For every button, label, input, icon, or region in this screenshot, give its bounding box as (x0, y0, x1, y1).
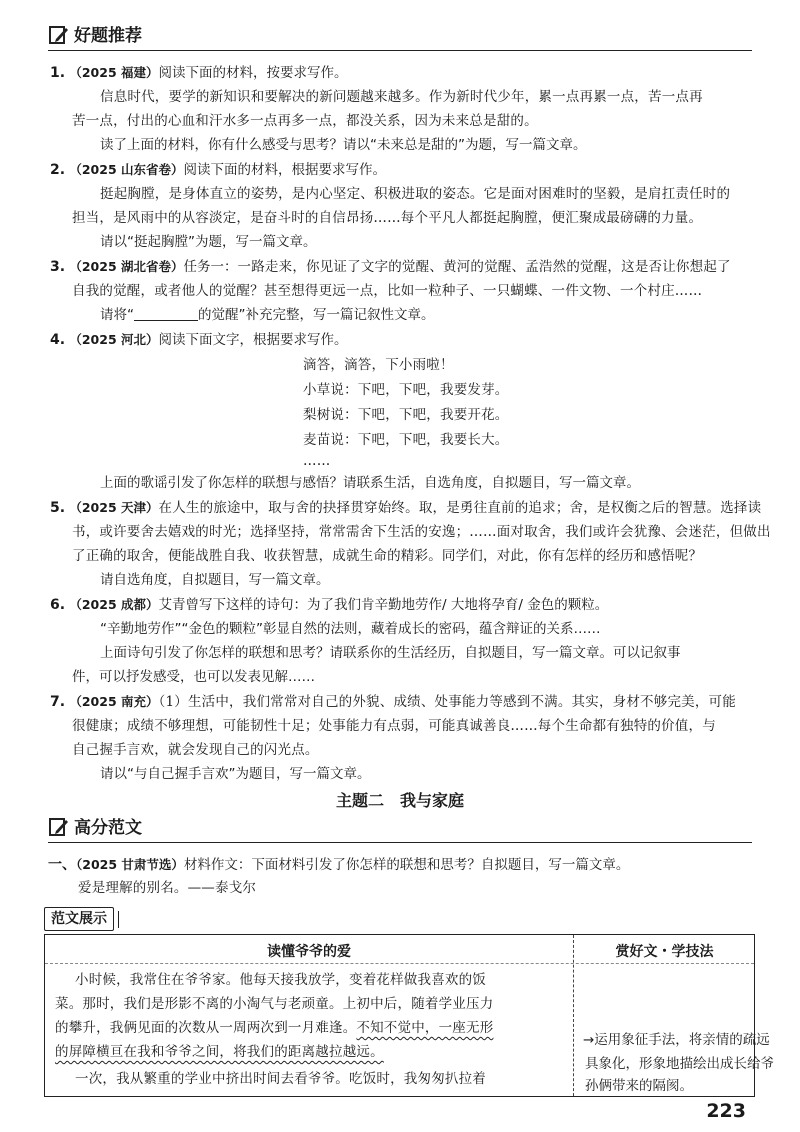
question-prompt: 阅读下面文字，根据要求写作。 (158, 332, 348, 348)
question-6-material-line: “辛勤地劳作”“金色的颗粒”彰显自然的法则，藏着成长的密码，蕴含辩证的关系…… (100, 621, 601, 637)
essay-line: 菜。那时，我们是形影不离的小淘气与老顽童。上初中后，随着学业压力 (55, 996, 494, 1012)
sidebar-note: 孙俩带来的隔阂。 (585, 1078, 693, 1094)
question-5-requirement: 请自选角度，自拟题目，写一篇文章。 (100, 572, 330, 588)
question-number: 5. (50, 500, 66, 516)
question-4-header (50, 331, 348, 349)
essay-text: 的攀升，我俩见面的次数从一周两次到一月难逢。 (55, 1020, 357, 1036)
question-2-header (50, 161, 386, 179)
question-source: （2025 河北） (69, 332, 159, 347)
question-5-header (50, 499, 761, 517)
essay-line: 一次，我从繁重的学业中挤出时间去看爷爷。吃饭时，我匆匆扒拉着 (75, 1071, 486, 1087)
essay-title: 读懂爷爷的爱 (267, 944, 351, 960)
theme-title: 主题二 我与家庭 (335, 791, 464, 810)
essay-box (44, 934, 774, 1097)
essay-line (55, 1043, 384, 1061)
requirement-suffix: 的觉醒”补充完整，写一篇记叙性文章。 (198, 307, 435, 323)
question-task-label: 任务一： (183, 259, 238, 275)
sidebar-note: →运用象征手法，将亲情的疏远 (583, 1032, 770, 1048)
essay-line (55, 1019, 493, 1037)
question-3-requirement (100, 306, 435, 324)
question-prompt: 阅读下面的材料，按要求写作。 (158, 65, 348, 81)
question-3-material-line: 自我的觉醒，或者他人的觉醒？甚至想得更远一点，比如一粒种子、一只蝴蝶、一件文物、一个村庄…… (72, 283, 703, 299)
requirement-prefix: 请将“ (100, 307, 134, 323)
question-7-material-line: 很健康；成绩不够理想，可能韧性十足；处事能力有点弱，可能真诚善良……每个生命都有独特的价值，与 (72, 718, 716, 734)
model-essay-tag: 范文展示 (44, 907, 114, 931)
essay-quote: 爱是理解的别名。——泰戈尔 (78, 880, 257, 896)
question-3-header (50, 258, 731, 276)
question-number: 2. (50, 162, 66, 178)
fill-blank (134, 306, 198, 321)
question-1-header (50, 64, 348, 82)
page-number: 223 (706, 1100, 746, 1122)
question-source: （2025 甘肃节选） (76, 857, 184, 872)
poem-line: 麦苗说：下吧，下吧，我要长大。 (303, 432, 509, 448)
question-source: （2025 南充） (69, 694, 159, 709)
question-number: 7. (50, 694, 66, 710)
question-5-material-line: 在人生的旅途中，取与舍的抉择贯穿始终。取，是勇往直前的追求；舍，是权衡之后的智慧。选择读 (158, 500, 762, 516)
question-2-requirement: 请以“挺起胸膛”为题，写一篇文章。 (100, 234, 317, 250)
question-source: （2025 山东省卷） (69, 162, 184, 177)
question-number: 3. (50, 259, 66, 275)
question-6-header (50, 596, 608, 614)
question-4-requirement: 上面的歌谣引发了你怎样的联想与感悟？请联系生活，自选角度，自拟题目，写一篇文章。 (100, 475, 640, 491)
question-2-material-line: 挺起胸膛，是身体直立的姿势，是内心坚定、积极进取的姿态。它是面对困难时的坚毅，是肩扛责任时的 (100, 186, 731, 202)
highlighted-text: 不知不觉中，一座无形 (356, 1020, 494, 1036)
question-1-material-line: 苦一点，付出的心血和汗水多一点再多一点，都没关系，因为未来总是甜的。 (72, 113, 538, 129)
question-number: 4. (50, 332, 66, 348)
question-number: 一、 (48, 857, 76, 873)
question-7-requirement: 请以“与自己握手言欢”为题目，写一篇文章。 (100, 766, 371, 782)
question-number: 1. (50, 65, 66, 81)
pencil-icon (48, 24, 70, 46)
poem-line: …… (303, 453, 331, 469)
question-1-requirement: 读了上面的材料，你有什么感受与思考？请以“未来总是甜的”为题，写一篇文章。 (100, 137, 587, 153)
question-source: （2025 福建） (69, 65, 159, 80)
question-7-material-line: （1）生活中，我们常常对自己的外貌、成绩、处事能力等感到不满。其实，身材不够完美，可能 (158, 694, 736, 710)
section-title: 高分范文 (74, 818, 142, 838)
question-7-header (50, 693, 736, 711)
highlighted-text: 的屏障横亘在我和爷爷之间，将我们的距离越拉越远。 (55, 1044, 384, 1060)
question-6-material-line: 艾青曾写下这样的诗句：为了我们肯辛勤地劳作/ 大地将孕育/ 金色的颗粒。 (158, 597, 609, 613)
question-3-material-line: 一路走来，你见证了文字的觉醒、黄河的觉醒、孟浩然的觉醒，这是否让你想起了 (237, 259, 731, 275)
question-6-requirement: 件，可以抒发感受，也可以发表见解…… (72, 669, 315, 685)
pencil-icon (48, 816, 70, 838)
header-divider (45, 963, 754, 964)
sidebar-note: 具象化，形象地描绘出成长给爷 (585, 1056, 774, 1072)
question-essay-header (48, 856, 629, 874)
question-1-material-line: 信息时代，要学的新知识和要解决的新问题越来越多。作为新时代少年，累一点再累一点，苦一点再 (100, 89, 703, 105)
section-header-model-essay (48, 812, 752, 843)
poem-line: 滴答，滴答，下小雨啦！ (303, 357, 454, 373)
sidebar-title: 赏好文・学技法 (615, 944, 714, 960)
question-source: （2025 天津） (69, 500, 159, 515)
question-5-material-line: 书，或许要舍去嬉戏的时光；选择坚持，常常需舍下生活的安逸；……面对取舍，我们或许会犹豫、会迷茫，但做出 (72, 524, 771, 540)
poem-line: 小草说：下吧，下吧，我要发芽。 (303, 382, 509, 398)
section-header-recommended (48, 20, 752, 51)
question-2-material-line: 担当，是风雨中的从容淡定，是奋斗时的自信昂扬……每个平凡人都挺起胸膛，便汇聚成最磅礴的力量。 (72, 210, 703, 226)
poem-line: 梨树说：下吧，下吧，我要开花。 (303, 407, 509, 423)
question-prompt: 材料作文：下面材料引发了你怎样的联想和思考？自拟题目，写一篇文章。 (183, 857, 630, 873)
question-7-material-line: 自己握手言欢，就会发现自己的闪光点。 (72, 742, 319, 758)
essay-line: 小时候，我常住在爷爷家。他每天接我放学，变着花样做我喜欢的饭 (75, 972, 486, 988)
question-number: 6. (50, 597, 66, 613)
question-source: （2025 成都） (69, 597, 159, 612)
question-source: （2025 湖北省卷） (69, 259, 184, 274)
question-prompt: 阅读下面的材料，根据要求写作。 (183, 162, 387, 178)
column-divider (573, 935, 574, 1096)
section-title: 好题推荐 (74, 26, 142, 46)
question-5-material-line: 了正确的取舍，便能战胜自我、收获智慧，成就生命的精彩。同学们，对此，你有怎样的经历和感悟呢？ (72, 548, 703, 564)
question-6-requirement: 上面诗句引发了你怎样的联想和思考？请联系你的生活经历，自拟题目，写一篇文章。可以记叙事 (100, 645, 681, 661)
